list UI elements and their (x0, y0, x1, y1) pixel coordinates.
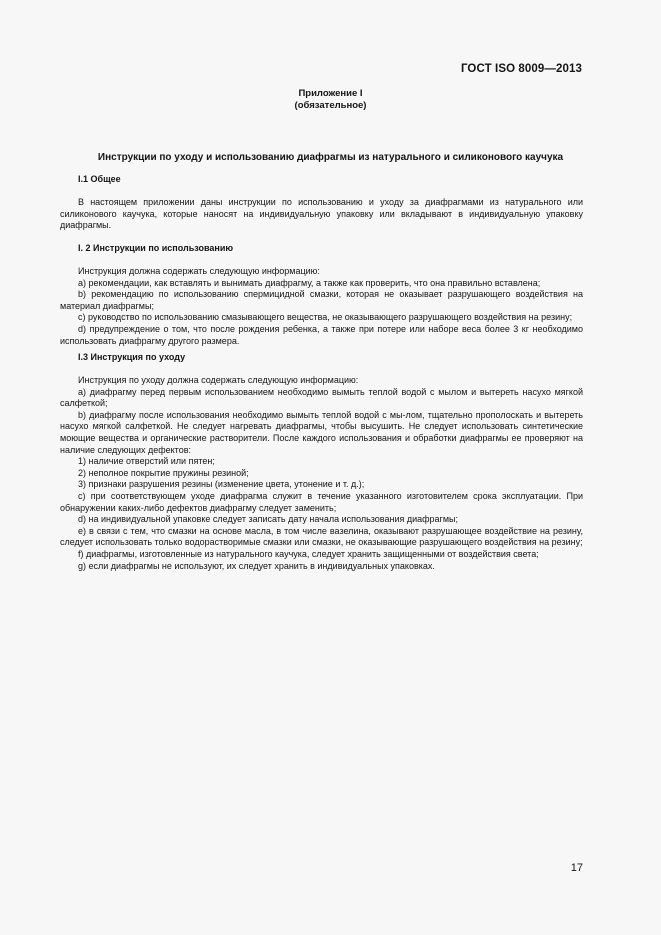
paragraph: f) диафрагмы, изготовленные из натурального каучука, следует хранить защищенными от воздействия света; (78, 548, 539, 559)
paragraph: Инструкция должна содержать следующую информацию: (78, 266, 320, 276)
paragraph: Инструкция по уходу должна содержать следующую информацию: (78, 375, 359, 385)
paragraph: а) диафрагму перед первым использованием необходимо вымыть теплой водой с мылом и вытереть насухо мягкой салфеткой; (60, 386, 583, 409)
paragraph: b) диафрагму после использования необходимо вымыть теплой водой с мы-лом, тщательно прополоскать и вытереть насухо мягкой салфеткой. Не следует нагревать диафрагмы, чтобы высушить. Не следует использовать синтетические моющие вещества и органические растворители. После каждого использования и обработки диафрагмы ее проверяют на наличие следующих дефектов: (60, 409, 583, 455)
main-title: Инструкции по уходу и использованию диафрагмы из натурального и силиконового каучука (97, 152, 564, 163)
list-item: 3) признаки разрушения резины (изменение цвета, утонение и т. д.); (78, 479, 365, 490)
paragraph: c) при соответствующем уходе диафрагма служит в течение указанного изготовителем срока эксплуатации. При обнаружении каких-либо дефектов диафрагму следует заменить; (60, 490, 583, 513)
annex-heading (0, 88, 661, 112)
annex-type: (обязательное) (294, 100, 367, 111)
paragraph: g) если диафрагмы не используют, их следует хранить в индивидуальных упаковках. (78, 560, 435, 571)
paragraph: e) в связи с тем, что смазки на основе масла, в том числе вазелина, оказывают разрушающее воздействие на резину, следует использовать только водорастворимые смазки или смазки, не оказывающие разрушающего воздействия на резину; (60, 525, 583, 548)
annex-title: Приложение I (298, 88, 363, 99)
section-heading: I.1 Общее (78, 174, 121, 184)
list-item: 2) неполное покрытие пружины резиной; (78, 467, 249, 478)
section-body (60, 375, 583, 572)
section-body (60, 266, 583, 347)
paragraph: d) предупреждение о том, что после рождения ребенка, а также при потере или наборе веса более 3 кг необходимо использовать диафрагму другого размера. (60, 323, 583, 346)
paragraph: а) рекомендации, как вставлять и вынимать диафрагму, а также как проверить, что она правильно вставлена; (78, 277, 541, 288)
section-heading: I.3 Инструкция по уходу (78, 352, 186, 362)
paragraph: b) рекомендацию по использованию спермицидной смазки, которая не оказывает разрушающего воздействия на материал диафрагмы; (60, 289, 583, 311)
page-number: 17 (570, 862, 583, 874)
paragraph: c) руководство по использованию смазывающего вещества, не оказывающего разрушающего воздействия на резину; (78, 312, 573, 323)
standard-designation: ГОСТ ISO 8009—2013 (460, 63, 582, 75)
section-heading: I. 2 Инструкции по использованию (78, 243, 234, 253)
paragraph: d) на индивидуальной упаковке следует записать дату начала использования диафрагмы; (78, 514, 458, 525)
section-body (60, 197, 583, 232)
paragraph: В настоящем приложении даны инструкции по использованию и уходу за диафрагмами из натурального или силиконового каучука, которые наносят на индивидуальную упаковку или вкладывают в индивидуальную упаковку диафрагмы. (60, 197, 583, 231)
list-item: 1) наличие отверстий или пятен; (78, 456, 215, 467)
